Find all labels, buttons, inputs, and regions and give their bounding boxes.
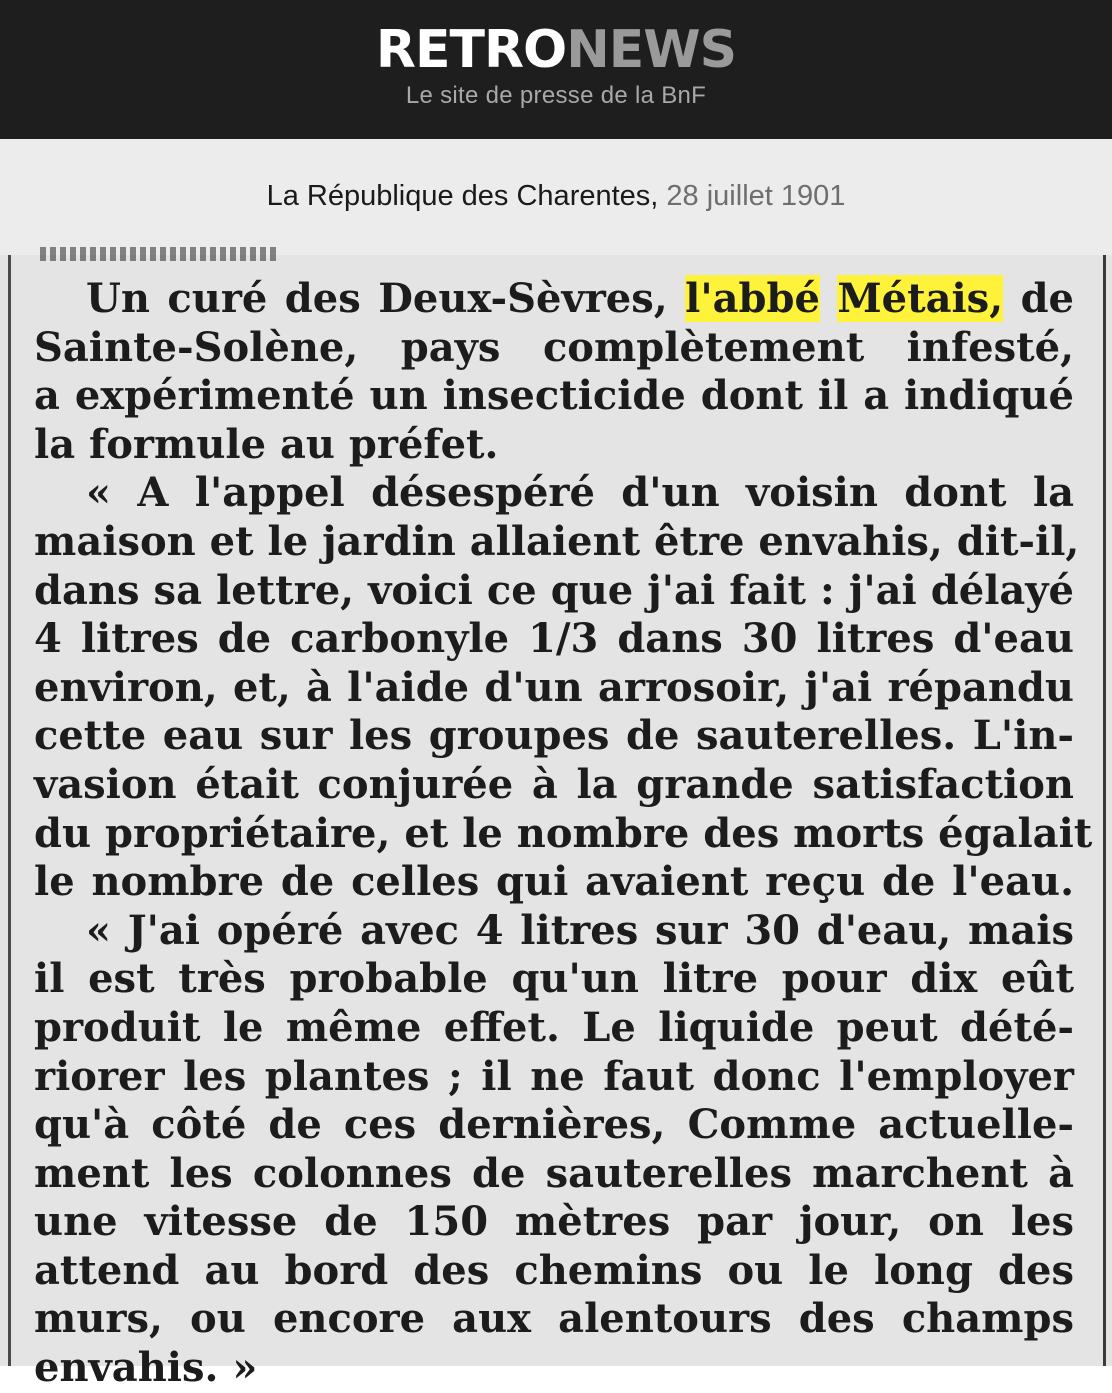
article-line: « A l'appel désespéré d'un voisin dont la: [86, 469, 1074, 517]
column-rule-left: [8, 255, 11, 1366]
newspaper-scan: [0, 255, 1112, 1392]
article-line: dans sa lettre, voici ce que j'ai fait : j'ai délayé: [34, 566, 1074, 614]
article-line: Sainte-Solène, pays complètement infesté,: [34, 323, 1074, 371]
article-line: [34, 275, 1074, 324]
site-tagline: Le site de presse de la BnF: [405, 82, 707, 109]
article-line: qu'à côté de ces dernières, Comme actuelle-: [34, 1101, 1074, 1149]
article-line: cette eau sur les groupes de sauterelles. L'in-: [34, 712, 1074, 760]
source-citation: [0, 176, 1112, 216]
article-line-1-pre: Un curé des Deux-Sèvres,: [86, 275, 668, 322]
publication-date: 28 juillet 1901: [666, 180, 846, 212]
article-line-1-post: de: [1020, 275, 1074, 322]
article-line: attend au bord des chemins ou le long des: [34, 1246, 1074, 1294]
article-line: envahis. »: [34, 1344, 258, 1392]
article-line: « J'ai opéré avec 4 litres sur 30 d'eau, mais: [86, 906, 1074, 954]
article-line: riorer les plantes ; il ne faut donc l'employer: [34, 1052, 1074, 1100]
article-text: [34, 275, 1093, 1393]
article-line: une vitesse de 150 mètres par jour, on les: [34, 1198, 1074, 1246]
article-line: 4 litres de carbonyle 1/3 dans 30 litres d'eau: [34, 615, 1074, 663]
article-line: il est très probable qu'un litre pour dix eût: [34, 955, 1074, 1003]
highlighted-term: l'abbé: [685, 275, 820, 322]
cut-off-text-fragment: [40, 247, 280, 261]
article-line: murs, ou encore aux alentours des champs: [34, 1295, 1074, 1343]
retronews-logo[interactable]: [0, 22, 1112, 78]
site-header: [0, 0, 1112, 139]
publication-name: La République des Charentes,: [266, 180, 659, 212]
column-rule-right: [1103, 255, 1106, 1366]
logo-retro-text: RETRO: [375, 20, 567, 80]
article-line: produit le même effet. Le liquide peut dété-: [34, 1003, 1074, 1051]
article-line: environ, et, à l'aide d'un arrosoir, j'ai répandu: [34, 663, 1074, 711]
article-line: le nombre de celles qui avaient reçu de l'eau.: [34, 858, 1074, 906]
logo-news-text: NEWS: [566, 20, 737, 80]
article-line: maison et le jardin allaient être envahis, dit-il,: [34, 517, 1080, 565]
article-line: du propriétaire, et le nombre des morts égalait: [34, 809, 1093, 857]
article-line: a expérimenté un insecticide dont il a indiqué: [34, 372, 1074, 420]
highlighted-term: Métais,: [837, 275, 1004, 322]
article-line: la formule au préfet.: [34, 420, 499, 468]
article-line: ment les colonnes de sauterelles marchent à: [34, 1149, 1074, 1197]
article-line: vasion était conjurée à la grande satisfaction: [34, 760, 1074, 808]
